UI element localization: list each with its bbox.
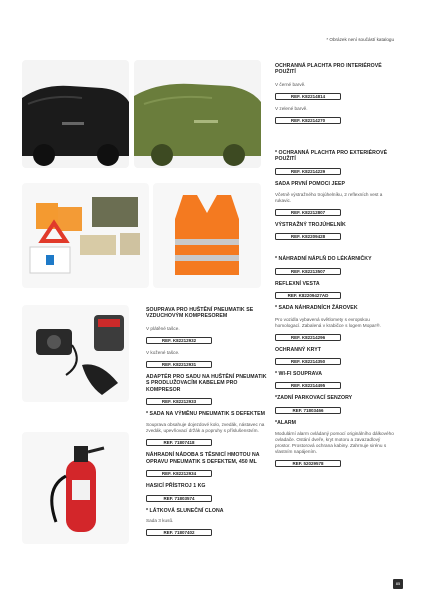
item-desc: Modulární alarm ovládaný pomocí originálního dálkového ovladače. Ostání dveře, kryt motoru a zavazadlový prostor. Prostorová ochrana kabiny. Zahrnuje sirénu s vlastním napájením. xyxy=(275,431,394,455)
item-title: * LÁTKOVÁ SLUNEČNÍ CLONA xyxy=(146,507,224,514)
item-desc: Včetně výstražného trojúhelníku, 2 reflexních vest a rukavic. xyxy=(275,192,383,204)
item-title: SADA PRVNÍ POMOCI JEEP xyxy=(275,180,345,187)
fire-extinguisher-photo xyxy=(22,432,129,544)
tire-kit-photo xyxy=(22,305,129,402)
ref-badge: REF. 71803466 xyxy=(275,407,341,414)
ref-badge: REF. K82212934 xyxy=(146,470,212,477)
item-title: * WI-FI SOUPRAVA xyxy=(275,371,323,378)
ref-badge: REF. K82214296 xyxy=(275,334,341,341)
item-title: * SADA NA VÝMĚNU PNEUMATIK S DEFEKTEM xyxy=(146,411,265,418)
page-number: 85 xyxy=(393,579,403,589)
item-title: OCHRANNÝ KRYT xyxy=(275,346,321,353)
item-title: *ZADNÍ PARKOVACÍ SENZORY xyxy=(275,395,353,402)
black-cover-photo xyxy=(22,60,129,168)
ref-badge: REF. K82214270 xyxy=(275,117,341,124)
ref-badge: REF. 71807402 xyxy=(146,529,212,536)
ref-badge: REF. K82214814 xyxy=(275,93,341,100)
middle-column xyxy=(146,307,268,536)
ref-badge: REF. K82213507 xyxy=(275,268,341,275)
item-desc: V černé barvě. xyxy=(275,81,306,87)
item-desc: V zelené barvě. xyxy=(275,105,308,111)
ref-badge: REF. 71807418 xyxy=(146,439,212,446)
item-title: ADAPTÉR PRO SADU NA HUŠTĚNÍ PNEUMATIK S PRODLUŽOVACÍM KABELEM PRO KOMPRESOR xyxy=(146,373,267,393)
ref-badge: REF. K82212931 xyxy=(146,361,212,368)
item-desc: V kožené tašce. xyxy=(146,349,180,355)
ref-badge: REF. K82214229 xyxy=(275,168,341,175)
item-title: * NÁHRADNÍ NÁPLŇ DO LÉKÁRNIČKY xyxy=(275,256,372,263)
item-title: SOUPRAVA PRO HUŠTĚNÍ PNEUMATIK SE VZDUCHOVÝM KOMPRESOREM xyxy=(146,307,254,320)
item-title: * OCHRANNÁ PLACHTA PRO EXTERIÉROVÉ POUŽITÍ xyxy=(275,149,388,163)
ref-badge: REF. K82214350 xyxy=(275,358,341,365)
right-column xyxy=(275,63,395,467)
item-title: * SADA NÁHRADNÍCH ŽÁROVEK xyxy=(275,305,358,312)
item-title: *ALARM xyxy=(275,419,297,426)
ref-badge: REF. K82212933 xyxy=(146,398,212,405)
green-cover-photo xyxy=(134,60,261,168)
first-aid-kit-photo xyxy=(22,183,149,288)
ref-badge: REF. 71803574 xyxy=(146,495,212,502)
reflective-vest-photo xyxy=(153,183,261,288)
ref-badge: REF. K82214495 xyxy=(275,382,341,389)
ref-badge: REF. 52029578 xyxy=(275,460,341,467)
item-desc: Sada 3 kusů. xyxy=(146,518,174,524)
item-title: REFLEXNÍ VESTA xyxy=(275,280,320,287)
item-title: NÁHRADNÍ NÁDOBA S TĚSNICÍ HMOTOU NA OPRAVU PNEUMATIK S DEFEKTEM, 450 ML xyxy=(146,452,260,465)
ref-badge: REF. K82209428 xyxy=(275,233,341,240)
item-desc: Pro vozidla vybavená světlomety s evropskou homologací. Zabalená v krabičce s logem Mopar®. xyxy=(275,316,381,328)
item-title: VÝSTRAŽNÝ TROJÚHELNÍK xyxy=(275,222,346,229)
ref-badge: REF. K82212807 xyxy=(275,209,341,216)
item-desc: Souprava obsahuje dojezdové kolo, zvedák, nástavec na zvedák, upevňovací držák a popruhy s příslušenstvím. xyxy=(146,422,265,434)
item-desc: V plátěné tašce. xyxy=(146,325,180,331)
ref-badge: REF. K82209427AD xyxy=(275,292,341,299)
item-title: OCHRANNÁ PLACHTA PRO INTERIÉROVÉ POUŽITÍ xyxy=(275,63,382,76)
ref-badge: REF. K82212932 xyxy=(146,337,212,344)
header-note: * Obrázek není součástí katalogu xyxy=(326,37,394,42)
item-title: HASICÍ PŘÍSTROJ 1 KG xyxy=(146,483,206,490)
